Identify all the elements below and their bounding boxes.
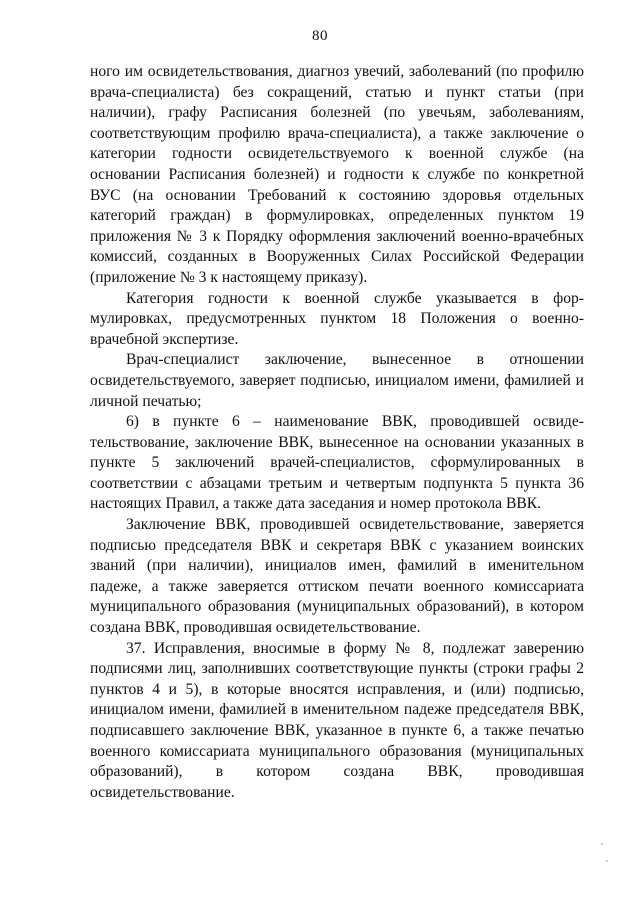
paragraph-vvk-conclusion: Заключение ВВК, проводившей освидетельствование, заверяется подписью председателя ВВК и секретаря ВВК с указанием воинских званий (при наличии), инициалов имен, фамилий в именительном падеже, а также заверяется оттиском печати военного комиссариата муниципального образования (муниципальных образований), в котором создана ВВК, проводившая освидетельствование. (90, 516, 584, 637)
paragraph-item-37: 37. Исправления, вносимые в форму № 8, подлежат заверению подписями лиц, заполнивших соответствующие пункты (строки графы 2 пунктов 4 и 5), в которые вносятся исправления, и (или) подписью, инициалом имени, фамилией в именительном падеже председателя ВВК, подписавшего заключение ВВК, указанное в пункте 6, а также печатью военного комиссариата муниципального образования (муниципальных образований), в котором создана ВВК, проводившая освидетельствование. (90, 639, 584, 801)
paragraph-specialist-signature: Врач-специалист заключение, вынесенное в отношении освидетельствуемого, заверяет подписью, инициалом имени, фамилией и личной печатью; (90, 351, 584, 410)
paragraph-continuation: ного им освидетельствования, диагноз увечий, заболеваний (по профилю врача-специалиста) без сокращений, статью и пункт статьи (при наличии), графу Расписания болезней (по увечьям, заболеваниям, соответствующим профилю врача-специалиста), а также заключение о категории годности освидетельствуемого к военной службе (на основании Расписания болезней) и годности к службе по конкретной ВУС (на основании Требований к состоянию здоровья отдельных категорий граждан) в формулировках, определенных пунктом 19 приложения № 3 к Порядку оформления заключений военно-врачебных комиссий, созданных в Вооруженных Силах Российской Федерации (приложение № 3 к настоящему приказу). (90, 63, 584, 286)
paragraph-fitness-category: Категория годности к военной службе указывается в формулировках, предусмотренных пунктом 18 Положения о военно-врачебной экспертизе. (90, 289, 584, 348)
page-number: 80 (312, 28, 328, 44)
scan-speck (606, 860, 608, 862)
document-body (90, 62, 584, 803)
paragraph-item-6: 6) в пункте 6 – наименование ВВК, проводившей освидетельствование, заключение ВВК, вынесенное на основании указанных в пункте 5 заключений врачей-специалистов, сформулированных в соответствии с абзацами третьим и четвертым подпункта 5 пункта 36 настоящих Правил, а также дата заседания и номер протокола ВВК. (90, 413, 584, 513)
scan-speck (601, 843, 603, 845)
